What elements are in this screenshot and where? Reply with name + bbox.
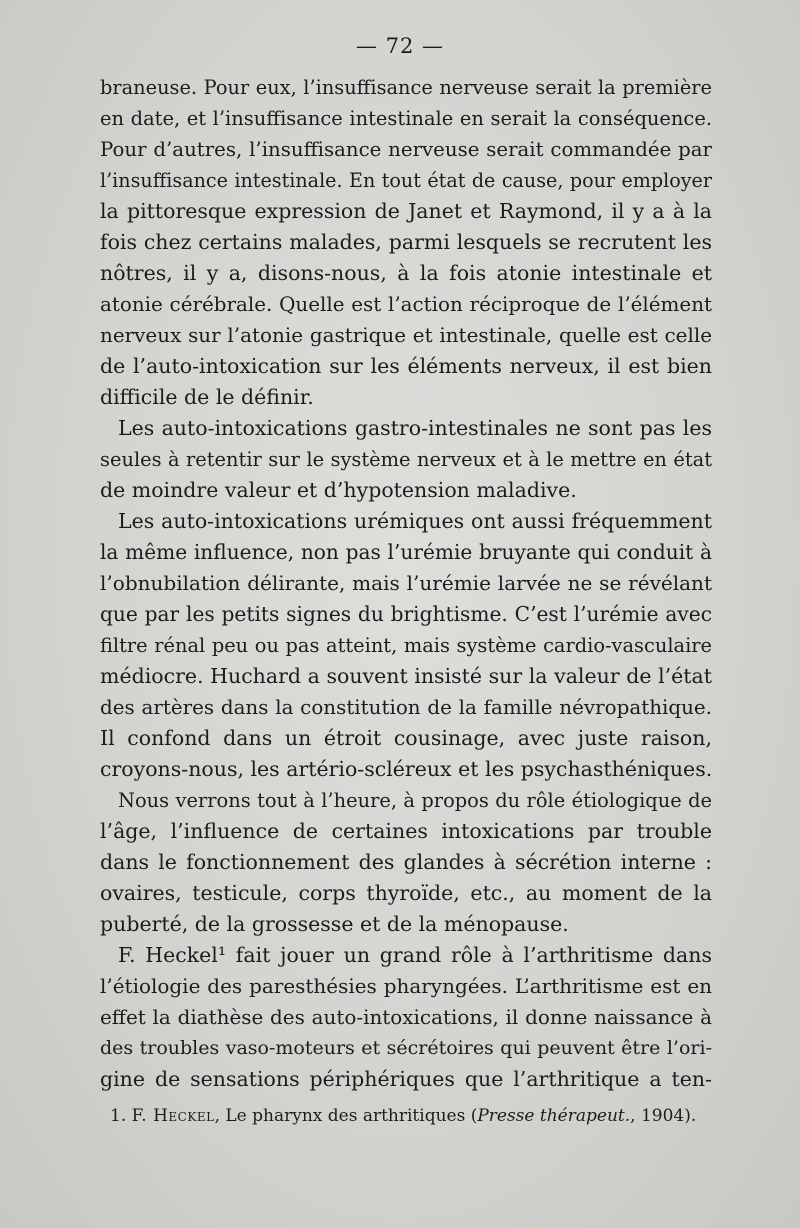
text-line: nerveux sur l’atonie gastrique et intestinale, quelle est celle (100, 323, 712, 347)
footnote-journal: Presse thérapeut. (477, 1106, 631, 1126)
text-line: dans le fonctionnement des glandes à sécrétion interne : (100, 850, 712, 874)
text-line: Les auto-intoxications gastro-intestinales ne sont pas les (118, 416, 712, 440)
text-line: l’obnubilation délirante, mais l’urémie larvée ne se révélant (100, 571, 712, 595)
footnote (110, 1104, 710, 1128)
text-line: gine de sensations périphériques que l’arthritique a ten- (100, 1067, 712, 1091)
footnote-marker: 1. (110, 1106, 127, 1126)
text-line: atonie cérébrale. Quelle est l’action réciproque de l’élément (100, 293, 712, 316)
text-line: la même influence, non pas l’urémie bruyante qui conduit à (100, 540, 712, 564)
text-line: Nous verrons tout à l’heure, à propos du rôle étiologique de (118, 789, 712, 812)
text-line: la pittoresque expression de Janet et Raymond, il y a à la (100, 199, 712, 223)
page-number: — 72 — (355, 34, 445, 58)
text-line: difficile de le définir. (100, 385, 314, 409)
text-line: nôtres, il y a, disons-nous, à la fois atonie intestinale et (100, 261, 712, 285)
text-line: fois chez certains malades, parmi lesquels se recrutent les (100, 230, 712, 254)
footnote-author: F. Heckel (131, 1106, 215, 1126)
body-text (100, 72, 712, 1095)
footnote-title: , Le pharynx des arthritiques ( (214, 1106, 478, 1126)
text-line: F. Heckel¹ fait jouer un grand rôle à l’arthritisme dans (118, 943, 712, 967)
text-line: ovaires, testicule, corps thyroïde, etc., au moment de la (100, 881, 712, 905)
text-line: de moindre valeur et d’hypotension maladive. (100, 478, 577, 502)
text-line: braneuse. Pour eux, l’insuffisance nerveuse serait la première (100, 76, 712, 99)
text-line: Les auto-intoxications urémiques ont aussi fréquemment (118, 509, 712, 533)
text-line: médiocre. Huchard a souvent insisté sur la valeur de l’état (100, 664, 712, 688)
footnote-tail: , 1904). (630, 1106, 697, 1126)
text-line: l’âge, l’influence de certaines intoxications par trouble (100, 819, 712, 843)
text-line: effet la diathèse des auto-intoxications, il donne naissance à (100, 1005, 712, 1029)
text-line: filtre rénal peu ou pas atteint, mais système cardio-vasculaire (100, 634, 712, 657)
text-line: que par les petits signes du brightisme. C’est l’urémie avec (100, 602, 712, 626)
text-line: des artères dans la constitution de la famille névropathique. (100, 696, 712, 719)
text-line: l’étiologie des paresthésies pharyngées. L’arthritisme est en (100, 974, 712, 998)
text-line: croyons-nous, les artério-scléreux et les psychasthéniques. (100, 757, 713, 781)
text-line: Pour d’autres, l’insuffisance nerveuse serait commandée par (100, 138, 712, 161)
text-line: puberté, de la grossesse et de la ménopause. (100, 912, 569, 936)
text-line: seules à retentir sur le système nerveux et à le mettre en état (100, 448, 712, 471)
text-line: des troubles vaso-moteurs et sécrétoires qui peuvent être l’ori- (100, 1037, 712, 1059)
text-line: Il confond dans un étroit cousinage, avec juste raison, (100, 726, 712, 750)
text-line: en date, et l’insuffisance intestinale en serait la conséquence. (100, 107, 712, 130)
text-line: l’insuffisance intestinale. En tout état de cause, pour employer (100, 169, 712, 192)
text-line: de l’auto-intoxication sur les éléments nerveux, il est bien (100, 354, 712, 378)
